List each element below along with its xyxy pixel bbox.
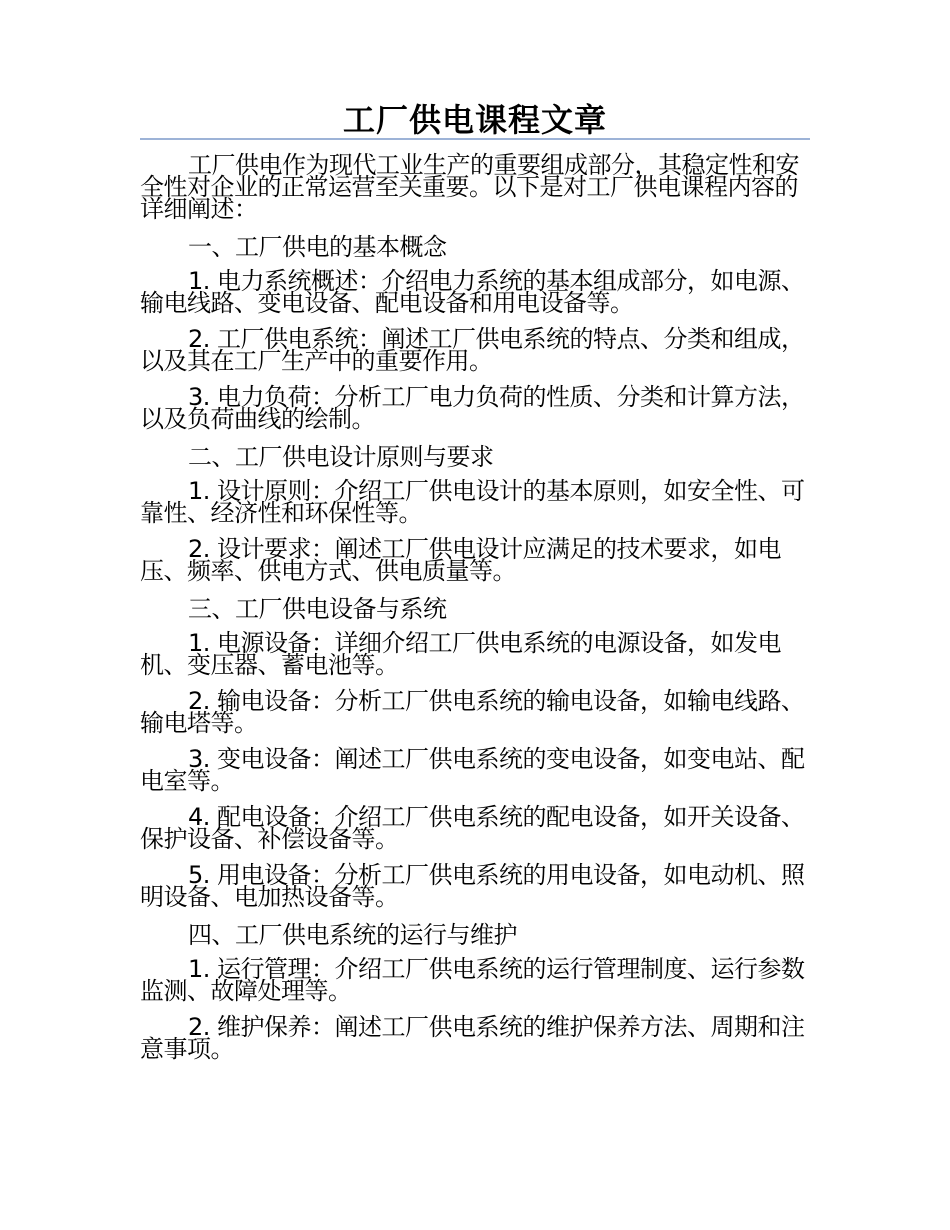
section-2 [140,443,810,585]
document-page [140,100,810,1074]
section-item: 1. 运行管理：介绍工厂供电系统的运行管理制度、运行参数监测、故障处理等。 [140,955,805,1005]
section-item: 3. 变电设备：阐述工厂供电系统的变电设备，如变电站、配电室等。 [140,745,805,795]
section-item: 2. 维护保养：阐述工厂供电系统的维护保养方法、周期和注意事项。 [140,1013,805,1063]
section-1 [140,233,810,433]
section-item: 1. 设计原则：介绍工厂供电设计的基本原则，如安全性、可靠性、经济性和环保性等。 [140,477,805,527]
section-item: 1. 电力系统概述：介绍电力系统的基本组成部分，如电源、输电线路、变电设备、配电设备和用电设备等。 [140,267,805,317]
section-heading: 三、工厂供电设备与系统 [188,595,447,623]
section-3 [140,595,810,911]
section-item: 1. 电源设备：详细介绍工厂供电系统的电源设备，如发电机、变压器、蓄电池等。 [140,629,782,679]
section-item: 5. 用电设备：分析工厂供电系统的用电设备，如电动机、照明设备、电加热设备等。 [140,861,805,911]
section-4 [140,921,810,1063]
section-heading: 一、工厂供电的基本概念 [188,233,447,261]
section-item: 4. 配电设备：介绍工厂供电系统的配电设备，如开关设备、保护设备、补偿设备等。 [140,803,805,853]
section-item: 2. 输电设备：分析工厂供电系统的输电设备，如输电线路、输电塔等。 [140,687,805,737]
intro-paragraph: 工厂供电作为现代工业生产的重要组成部分，其稳定性和安全性对企业的正常运营至关重要。以下是对工厂供电课程内容的详细阐述： [140,151,799,223]
section-item: 3. 电力负荷：分析工厂电力负荷的性质、分类和计算方法，以及负荷曲线的绘制。 [140,383,805,433]
section-heading: 四、工厂供电系统的运行与维护 [188,921,517,949]
document-title: 工厂供电课程文章 [342,101,607,139]
section-heading: 二、工厂供电设计原则与要求 [188,443,494,471]
section-item: 2. 工厂供电系统：阐述工厂供电系统的特点、分类和组成，以及其在工厂生产中的重要作用。 [140,325,805,375]
section-item: 2. 设计要求：阐述工厂供电设计应满足的技术要求，如电压、频率、供电方式、供电质量等。 [140,535,782,585]
